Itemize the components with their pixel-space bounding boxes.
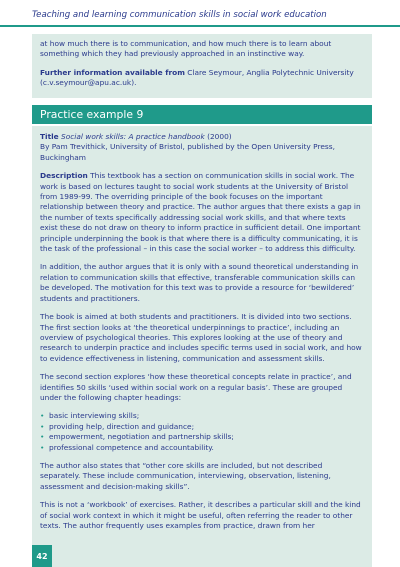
bullet-icon: •: [40, 421, 45, 431]
description-label: Description: [40, 171, 88, 181]
further-information: [40, 68, 364, 89]
list-item-text: professional competence and accountability.: [49, 442, 214, 452]
practice-example-box: [32, 126, 372, 567]
author-line: By Pam Trevithick, University of Bristol, published by the Open University Press, Buckingham: [40, 142, 335, 162]
title-year: (2000): [207, 132, 232, 141]
paragraph-2: In addition, the author argues that it is only with a sound theoretical understanding in relation to communication skills that effective, transferable communication skills can be developed. The motivation for this text was to provide a resource for ‘bewildered’ students and practitioners.: [40, 262, 359, 303]
bullet-icon: •: [40, 432, 45, 442]
intro-paragraph: at how much there is to communication, and how much there is to learn about something which they had previously approached in an instinctive way.: [40, 39, 332, 59]
further-information-label: Further information available from: [40, 67, 185, 77]
bullet-icon: •: [40, 411, 45, 421]
list-item-text: basic interviewing skills;: [49, 411, 140, 421]
top-text-box: [32, 34, 372, 98]
header-rule: [0, 25, 400, 27]
page-number: 42: [32, 545, 52, 567]
paragraph-6: This is not a ‘workbook’ of exercises. Rather, it describes a particular skill and the kind of social work context in which it might be useful, often referring the reader to other texts. The author frequently uses examples from practice, drawn from her: [40, 500, 361, 530]
list-item-text: empowerment, negotiation and partnership skills;: [49, 432, 234, 442]
section-heading: Practice example 9: [32, 105, 372, 124]
title-label: Title: [40, 132, 59, 141]
title-block: [40, 132, 364, 163]
description-paragraph: [40, 171, 364, 254]
list-item: [40, 443, 364, 453]
list-item: [40, 432, 364, 442]
list-item: [40, 411, 364, 421]
chapter-heading-list: [40, 411, 364, 453]
list-item-text: providing help, direction and guidance;: [49, 421, 195, 431]
paragraph-3: The book is aimed at both students and practitioners. It is divided into two sections. The first section looks at ‘the theoretical underpinnings to practice’, including an overview of psychological theories. This explores looking at the use of theory and research to underpin practice and includes specific terms used in social work, and how to evidence effectiveness in listening, communication and assessment skills.: [40, 312, 362, 363]
paragraph-5: The author also states that “other core skills are included, but not described separately. These include communication, interviewing, observation, listening, assessment and decision-making skills”.: [40, 460, 331, 491]
title-value: Social work skills: A practice handbook: [61, 132, 205, 141]
running-header: Teaching and learning communication skills in social work education: [32, 10, 327, 20]
list-item: [40, 422, 364, 432]
paragraph-4: The second section explores ‘how these theoretical concepts relate in practice’, and identifies 50 skills ‘used within social work on a regular basis’. These are grouped under the following chapter headings:: [40, 372, 352, 402]
bullet-icon: •: [40, 442, 45, 452]
further-information-text: Clare Seymour, Anglia Polytechnic University (c.v.seymour@apu.ac.uk).: [40, 67, 354, 88]
description-text: This textbook has a section on communication skills in social work. The work is based on lectures taught to social work students at the University of Bristol from 1989-99. The overriding principle of the book focuses on the important relationship between theory and practice. The author argues that there exists a gap in the number of texts specifically addressing social work skills, and that where texts exist these do not draw on theory to inform practice in sufficient detail. One important principle underpinning the book is that where there is a difficulty communicating, it is the task of the professional – in this case the social worker – to address this difficulty.: [40, 171, 361, 254]
